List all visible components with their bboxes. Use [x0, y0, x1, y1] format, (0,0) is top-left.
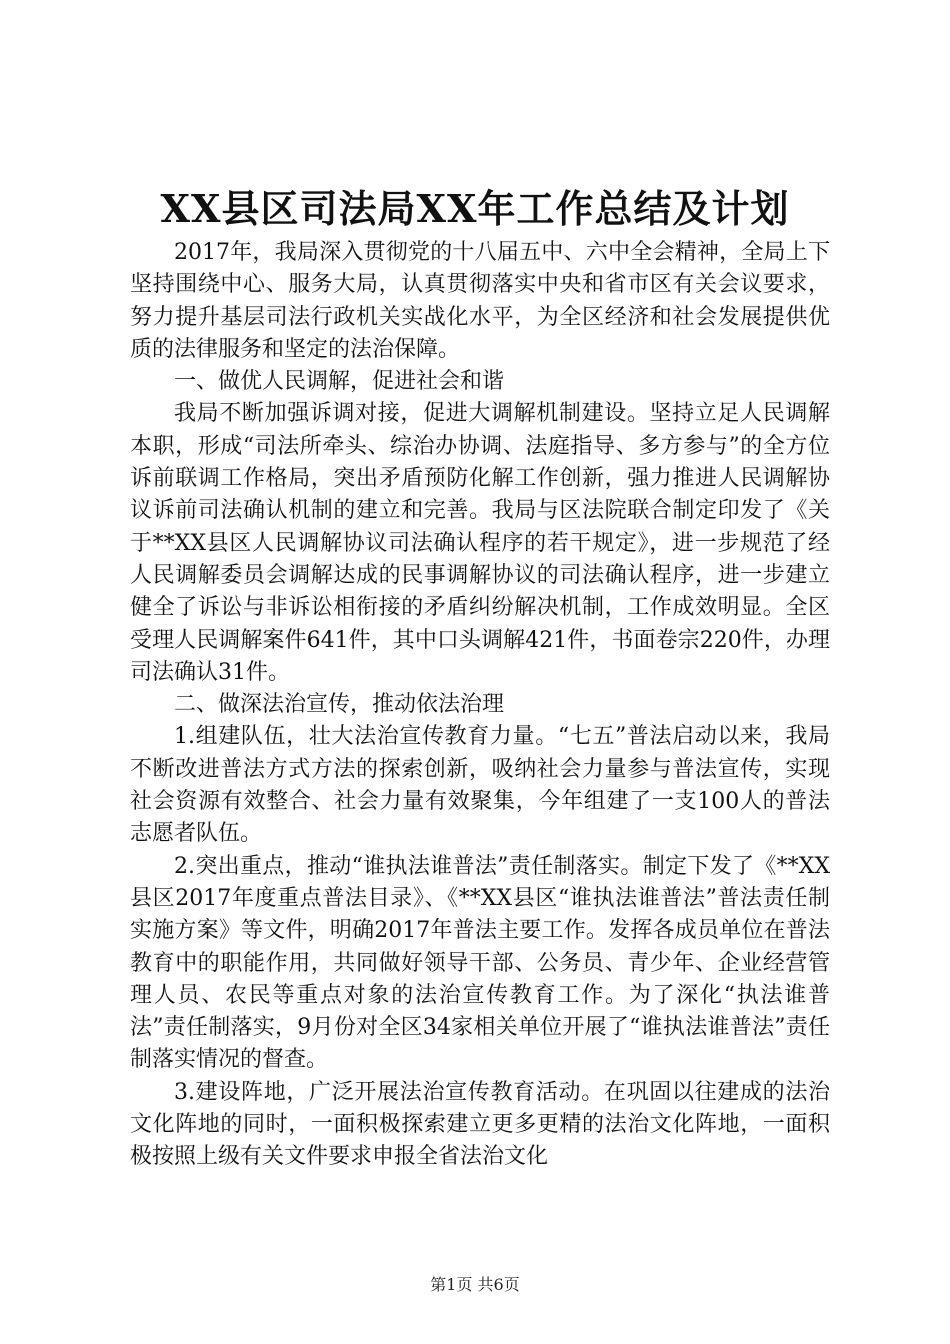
document-title: XX县区司法局XX年工作总结及计划	[160, 186, 790, 231]
section-heading-2: 二、做深法治宣传，推动依法治理	[174, 692, 505, 718]
paragraph-intro: 2017年，我局深入贯彻党的十八届五中、六中全会精神，全局上下坚持围绕中心、服务大局，认真贯彻落实中央和省市区有关会议要求，努力提升基层司法行政机关实战化水平，为全区经济和社会发展提供优质的法律服务和坚定的法治保障。	[130, 240, 830, 362]
section-heading-1: 一、做优人民调解，促进社会和谐	[174, 369, 505, 395]
page-number-footer: 第1页 共6页	[430, 1275, 520, 1294]
paragraph-item-2: 2.突出重点，推动“谁执法谁普法”责任制落实。制定下发了《**XX县区2017年度重点普法目录》、《**XX县区“谁执法谁普法”普法责任制实施方案》等文件，明确2017年普法主要工作。发挥各成员单位在普法教育中的职能作用，共同做好领导干部、公务员、青少年、企业经营管理人员、农民等重点对象的法治宣传教育工作。为了深化“执法谁普法”责任制落实，9月份对全区34家相关单位开展了“谁执法谁普法”责任制落实情况的督查。	[130, 853, 830, 1073]
document-body	[130, 237, 830, 1174]
paragraph-item-1: 1.组建队伍，壮大法治宣传教育力量。“七五”普法启动以来，我局不断改进普法方式方法的探索创新，吸纳社会力量参与普法宣传，实现社会资源有效整合、社会力量有效聚集，今年组建了一支100人的普法志愿者队伍。	[130, 724, 830, 847]
paragraph-item-3: 3.建设阵地，广泛开展法治宣传教育活动。在巩固以往建成的法治文化阵地的同时，一面积极探索建立更多更精的法治文化阵地，一面积极按照上级有关文件要求申报全省法治文化	[130, 1079, 830, 1170]
paragraph-mediation: 我局不断加强诉调对接，促进大调解机制建设。坚持立足人民调解本职，形成“司法所牵头、综治办协调、法庭指导、多方参与”的全方位诉前联调工作格局，突出矛盾预防化解工作创新，强力推进人民调解协议诉前司法确认机制的建立和完善。我局与区法院联合制定印发了《关于**XX县区人民调解协议司法确认程序的若干规定》，进一步规范了经人民调解委员会调解达成的民事调解协议的司法确认程序，进一步建立健全了诉讼与非诉讼相衔接的矛盾纠纷解决机制，工作成效明显。全区受理人民调解案件641件，其中口头调解421件，书面卷宗220件，办理司法确认31件。	[130, 401, 830, 685]
